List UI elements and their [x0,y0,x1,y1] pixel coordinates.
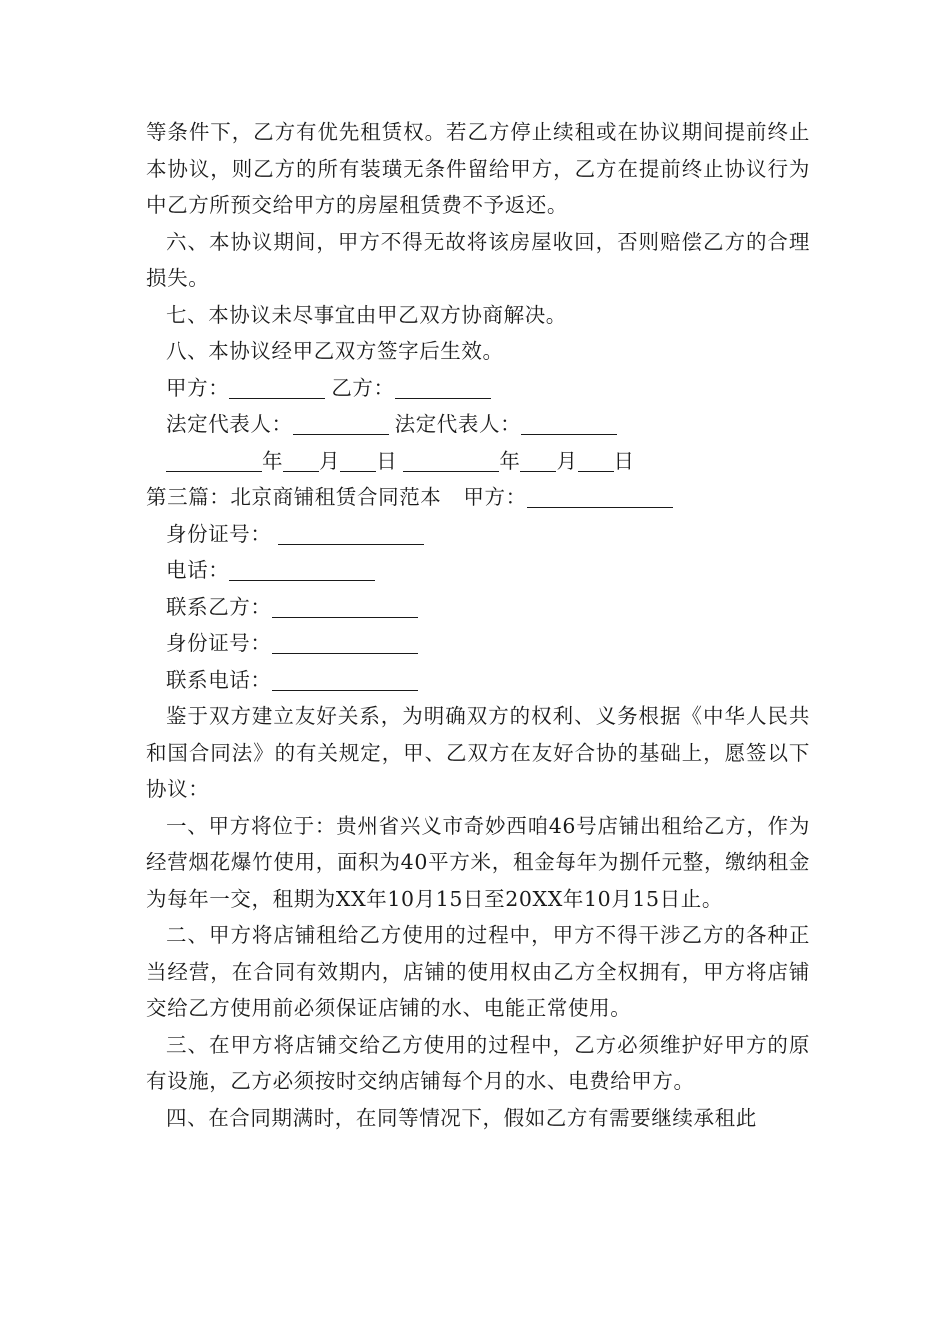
year-a-label: 年 [262,448,284,473]
clause-three: 三、在甲方将店铺交给乙方使用的过程中，乙方必须维护好甲方的原有设施，乙方必须按时交纳店铺每个月的水、电费给甲方。 [146,1032,810,1093]
contact-b-blank [272,593,418,618]
signature-date-line [146,443,810,480]
clause-six: 六、本协议期间，甲方不得无故将该房屋收回，否则赔偿乙方的合理损失。 [146,229,810,290]
section-heading: 第三篇：北京商铺租赁合同范本 [146,485,442,509]
clause-two: 二、甲方将店铺租给乙方使用的过程中，甲方不得干涉乙方的各种正当经营，在合同有效期内，店铺的使用权由乙方全权拥有，甲方将店铺交给乙方使用前必须保证店铺的水、电能正常使用。 [146,923,810,1020]
phone-a-blank [229,556,375,581]
id-a-blank [278,520,424,545]
id-a-line [146,516,810,553]
id-b-label: 身份证号： [166,631,272,655]
contact-b-label: 联系乙方： [166,594,272,619]
year-b-blank [403,447,499,472]
phone-a-label: 电话： [166,558,230,582]
month-b-blank [520,447,556,472]
contact-phone-line [146,662,810,699]
month-b-label: 月 [556,448,578,473]
paragraph-continuation: 等条件下，乙方有优先租赁权。若乙方停止续租或在协议期间提前终止本协议，则乙方的所有装璜无条件留给甲方，乙方在提前终止协议行为中乙方所预交给甲方的房屋租赁费不予返还。 [146,120,810,217]
clause-four: 四、在合同期满时，在同等情况下，假如乙方有需要继续承租此 [166,1105,757,1130]
rep-b-blank [521,410,617,435]
id-b-blank [272,629,418,654]
rep-a-blank [293,410,389,435]
contact-b-line [146,589,810,626]
document-body [146,114,810,1136]
day-a-blank [340,447,376,472]
signature-parties-line [146,370,810,407]
section-party-a-blank [527,483,673,508]
month-a-blank [283,447,319,472]
day-b-blank [578,447,614,472]
year-b-label: 年 [499,448,521,473]
year-a-blank [166,447,262,472]
party-a-label: 甲方： [166,375,230,400]
clause-seven: 七、本协议未尽事宜由甲乙双方协商解决。 [166,302,567,327]
id-b-line [146,625,810,662]
id-a-label: 身份证号： [166,521,272,546]
clause-eight: 八、本协议经甲乙双方签字后生效。 [166,339,504,363]
party-a-blank [229,374,325,399]
day-a-label: 日 [376,448,398,473]
contact-phone-label: 联系电话： [166,667,272,692]
section-heading-line [146,479,810,516]
month-a-label: 月 [319,448,341,473]
clause-one: 一、甲方将位于：贵州省兴义市奇妙西咱46号店铺出租给乙方，作为经营烟花爆竹使用，面积为40平方米，租金每年为捌仟元整，缴纳租金为每年一交，租期为XX年10月15日至20XX年10月15日止。 [146,813,810,911]
day-b-label: 日 [613,448,635,473]
rep-b-label: 法定代表人： [394,412,522,436]
signature-reps-line [146,406,810,443]
party-b-label: 乙方： [331,375,395,400]
rep-a-label: 法定代表人： [166,412,293,436]
party-b-blank [395,374,491,399]
preamble: 鉴于双方建立友好关系，为明确双方的权利、义务根据《中华人民共和国合同法》的有关规定，甲、乙双方在友好合协的基础上，愿签以下协议： [146,704,810,801]
section-party-a-label: 甲方： [463,485,527,509]
contact-phone-blank [272,666,418,691]
phone-a-line [146,552,810,589]
